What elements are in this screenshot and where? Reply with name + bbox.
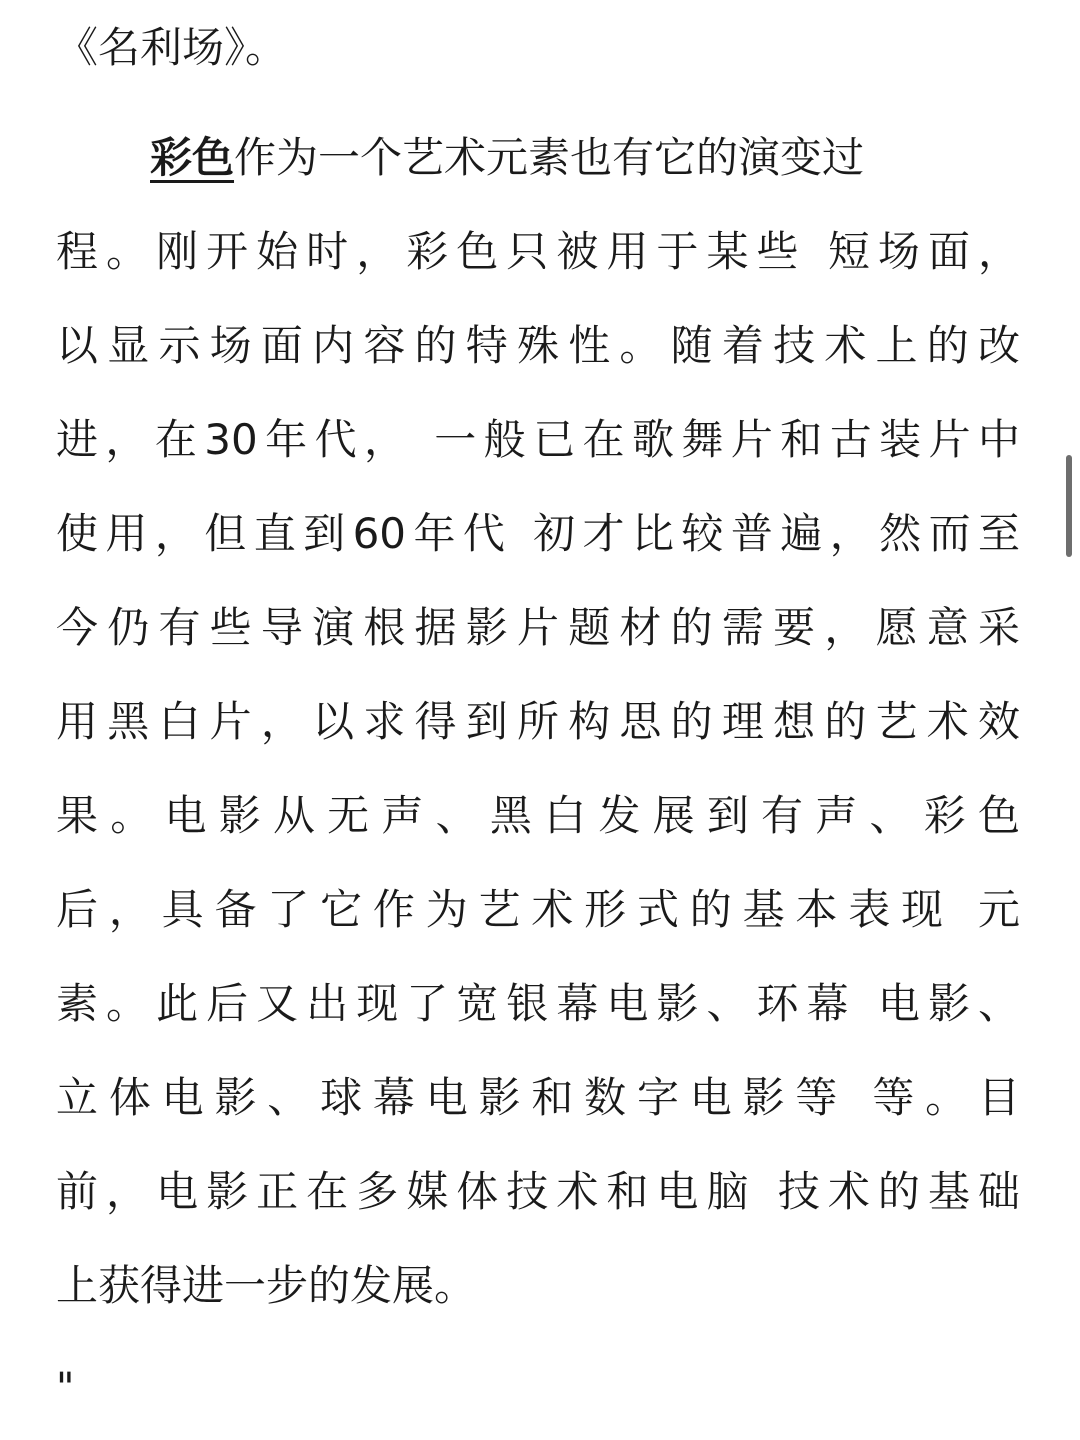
paragraph-line-8: 果。电影从无声、黑白发展到有声、彩色	[56, 791, 1020, 840]
paragraph-line-1-text: 作为一个艺术元素也有它的演变过	[234, 133, 865, 182]
paragraph-line-10: 素。此后又出现了宽银幕电影、环幕 电影、	[56, 979, 1020, 1028]
paragraph-line-1	[56, 128, 1020, 188]
paragraph-line-3: 以显示场面内容的特殊性。随着技术上的改	[56, 321, 1020, 370]
paragraph-line-6: 今仍有些导演根据影片题材的需要，愿意采	[56, 603, 1020, 652]
closing-quote-mark: "	[56, 1365, 75, 1411]
paragraph-line-12: 前，电影正在多媒体技术和电脑 技术的基础	[56, 1167, 1020, 1216]
paragraph-line-7: 用黑白片，以求得到所构思的理想的艺术效	[56, 697, 1020, 746]
scrollbar-thumb[interactable]	[1066, 455, 1072, 557]
paragraph-line-5: 使用，但直到60年代 初才比较普遍，然而至	[56, 509, 1020, 558]
paragraph-line-13: 上获得进一步的发展。	[56, 1261, 477, 1310]
paragraph-line-11: 立体电影、球幕电影和数字电影等 等。目	[56, 1073, 1020, 1122]
paragraph-line-4: 进，在30年代， 一般已在歌舞片和古装片中	[56, 415, 1020, 464]
paragraph-line-9: 后，具备了它作为艺术形式的基本表现 元	[56, 885, 1020, 934]
intro-line: 《名利场》。	[56, 23, 288, 72]
paragraph-line-2: 程。刚开始时，彩色只被用于某些 短场面，	[56, 227, 1020, 276]
highlighted-term[interactable]: 彩色	[150, 133, 235, 182]
